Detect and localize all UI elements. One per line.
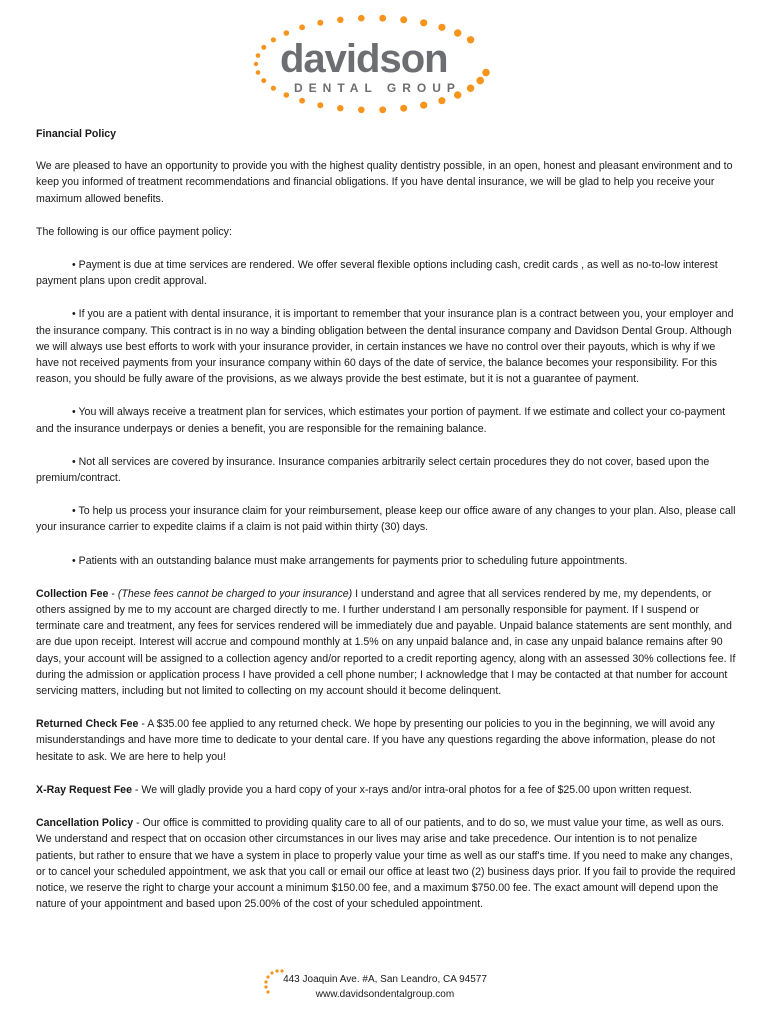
returned-check-fee-label: Returned Check Fee <box>36 718 139 731</box>
bullet-insurance-claim: • To help us process your insurance claim for your reimbursement, please keep our office aware of any changes to your plan. Also, please call your insurance carrier to expedite claims if a claim is not paid within thirty (30) days. <box>36 505 736 534</box>
logo-subline: DENTAL GROUP <box>294 81 461 95</box>
logo-dot <box>284 92 290 98</box>
logo-dot <box>317 102 323 108</box>
logo-dot <box>256 70 261 75</box>
logo-dot <box>379 106 386 113</box>
intro-paragraph: We are pleased to have an opportunity to provide you with the highest quality dentistry possible, in an open, honest and pleasant environment and to keep you informed of treatment recommendations and financial obligations. If you have dental insurance, we will be glad to help you receive your maximum allowed benefits. <box>36 160 733 205</box>
logo-dot <box>271 37 276 42</box>
cancellation-policy-section <box>36 815 736 912</box>
logo-dot <box>482 69 490 77</box>
logo-dot <box>400 16 407 23</box>
logo-dot <box>438 97 445 104</box>
bullet-dental-insurance: • If you are a patient with dental insurance, it is important to remember that your insurance plan is a contract between you, your employer and the insurance company. This contract is in no way a binding obligation between the dental insurance company and Davidson Dental Group. Although we will always use best efforts to work with your insurance provider, in certain instances we have no control over their payouts, which is why if we have not received payments from your insurance company within 60 days of the date of service, the balance becomes your responsibility. For this reason, you should be fully aware of the provisions, as we always provide the best estimate, but it is not a guarantee of payment. <box>36 308 734 386</box>
logo-dot <box>254 62 258 66</box>
financial-policy-document <box>36 126 736 929</box>
logo-dot <box>454 29 461 36</box>
collection-fee-text: I understand and agree that all services rendered by me, my dependents, or others assigned by me to my account are charged directly to me. I further understand I am personally responsible for payment. If I suspend or terminate care and treatment, any fees for services rendered will be immediately due and payable. Unpaid balance statements are sent monthly, and are due upon receipt. Interest will accrue and compound monthly at 1.5% on any unpaid balance and, in case any unpaid balance remains after 90 days, your account will be assigned to a collection agency and/or reported to a credit reporting agency, along with an assessed 30% collections fee. If during the admission or application process I have provided a cell phone number; I acknowledge that I may be contacted at that number for account servicing matters, including but not limited to collecting on my account should it become delinquent. <box>36 587 736 698</box>
page-footer <box>0 972 770 1002</box>
returned-check-fee-text: - A $35.00 fee applied to any returned check. We hope by presenting our policies to you in the beginning, we will avoid any misunderstandings and have more time to dedicate to your dental care. If you have any questions regarding the above information, please do not hesitate to ask. We are here to help you! <box>36 718 716 763</box>
logo-dot <box>438 24 445 31</box>
logo-wordmark: davidson <box>280 37 448 81</box>
collection-fee-label: Collection Fee <box>36 587 109 600</box>
bullet-services-not-covered: • Not all services are covered by insurance. Insurance companies arbitrarily select certain procedures they do not cover, based upon the premium/contract. <box>36 455 710 485</box>
logo-dot <box>467 85 474 92</box>
collection-fee-section <box>36 586 736 699</box>
logo-dot <box>467 36 474 43</box>
logo-dot <box>337 105 343 111</box>
logo-dot <box>358 107 365 114</box>
logo-dot <box>400 105 407 112</box>
xray-fee-text: - We will gladly provide you a hard copy of your x-rays and/or intra-oral photos for a fee of $25.00 upon written request. <box>131 783 692 796</box>
footer-address: 443 Joaquin Ave. #A, San Leandro, CA 94577 <box>283 974 487 985</box>
policy-lead: The following is our office payment policy: <box>36 225 232 238</box>
bullet-treatment-plan: • You will always receive a treatment plan for services, which estimates your portion of payment. If we estimate and collect your co-payment and the insurance underpays or denies a benefit, you are responsible for the remaining balance. <box>36 406 726 435</box>
logo-dot <box>299 98 305 104</box>
logo-dot <box>337 17 343 23</box>
collection-fee-note: (These fees cannot be charged to your insurance) <box>117 587 353 600</box>
logo-dot <box>358 15 365 22</box>
logo-dot <box>284 30 290 36</box>
bullet-outstanding-balance: • Patients with an outstanding balance must make arrangements for payments prior to scheduling future appointments. <box>72 554 628 567</box>
collection-fee-dash: - <box>108 587 118 600</box>
logo-dot <box>317 20 323 26</box>
bullet-payment-due: • Payment is due at time services are rendered. We offer several flexible options including cash, credit cards , as well as no-to-low interest payment plans upon credit approval. <box>36 259 718 288</box>
returned-check-fee-section <box>36 716 736 765</box>
logo-dot <box>420 19 427 26</box>
logo-dot <box>261 78 266 83</box>
document-title: Financial Policy <box>36 128 117 140</box>
logo-dot <box>476 77 484 85</box>
logo-dot <box>271 86 276 91</box>
cancellation-policy-label: Cancellation Policy <box>36 817 134 830</box>
logo-dot <box>256 53 261 58</box>
footer-website: www.davidsondentalgroup.com <box>315 989 455 1000</box>
logo-dot <box>379 15 386 22</box>
cancellation-policy-text: - Our office is committed to providing quality care to all of our patients, and to do so, we must value your time, as well as ours. We understand and respect that on occasion other circumstances in our lives may arise and take precedence. Our intention is to not penalize patients, but rather to ensure that we have a system in place to properly value your time as well as our staff's time. If you need to make any changes, or to cancel your scheduled appointment, we ask that you call or email our office at least two (2) business days prior. If you fail to provide the required notice, we reserve the right to charge your account a minimum $150.00 fee, and a maximum $750.00 fee. The exact amount will depend upon the nature of your appointment and based upon 25.00% of the cost of your scheduled appointment. <box>36 817 736 911</box>
logo-dot <box>420 102 427 109</box>
davidson-dental-logo <box>250 14 495 114</box>
xray-fee-section <box>36 782 736 798</box>
logo-dot <box>261 45 266 50</box>
xray-fee-label: X-Ray Request Fee <box>36 783 132 796</box>
logo-graphic <box>250 14 495 114</box>
logo-dot <box>299 24 305 30</box>
